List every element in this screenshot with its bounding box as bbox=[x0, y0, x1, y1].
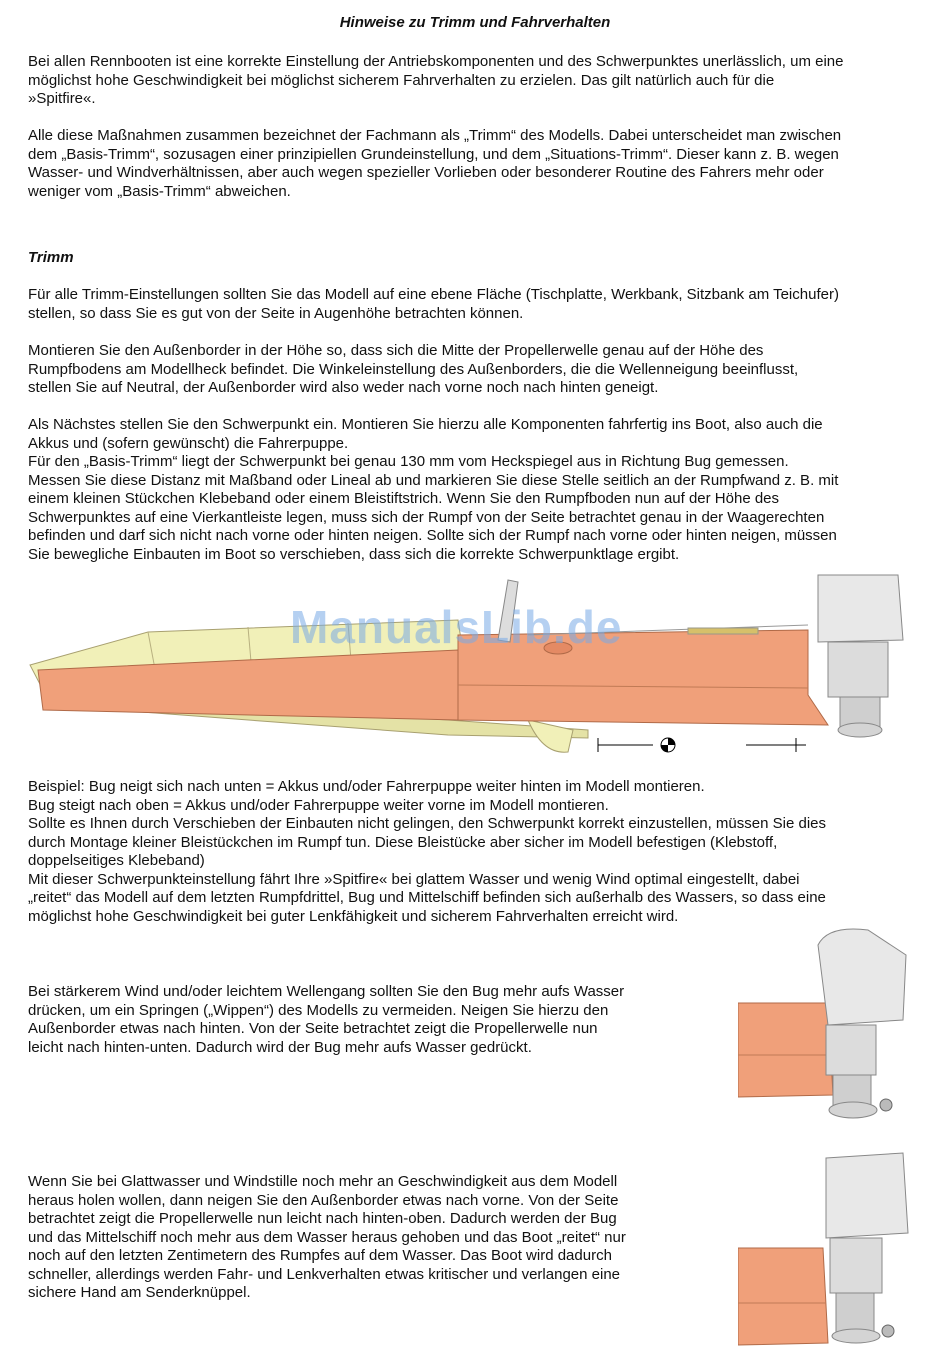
paragraph-5: Bei stärkerem Wind und/oder leichtem Wellengang sollten Sie den Bug mehr aufs Wasser drücken, um ein Springen („Wippen“) des Modells zu vermeiden. Neigen Sie hierzu den Außenborder etwas nach hinten. Von der Seite betrachtet zeigt die Propellerwelle nun leicht nach hinten-unten. Dadurch wird der Bug mehr aufs Wasser gedrückt. bbox=[28, 983, 625, 1056]
paragraph-2: Montieren Sie den Außenborder in der Höhe so, dass sich die Mitte der Propellerwelle genau auf der Höhe des Rumpfbodens am Modellheck befindet. Die Winkeleinstellung des Außenborders, die die Wellenneigung beeinflusst, stellen Sie auf Neutral, der Außenborder wird also weder nach vorne noch nach hinten geneigt. bbox=[28, 342, 799, 396]
paragraph-1: Für alle Trimm-Einstellungen sollten Sie das Modell auf eine ebene Fläche (Tischplatte, Werkbank, Sitzbank am Teichufer) stellen, so dass Sie es gut von der Seite in Augenhöhe betrachten können. bbox=[28, 286, 839, 322]
outboard-tilted-back-illustration bbox=[738, 925, 918, 1130]
section-heading: Trimm bbox=[28, 249, 74, 266]
intro-paragraph: Bei allen Rennbooten ist eine korrekte Einstellung der Antriebskomponenten und des Schwerpunktes unerlässlich, um eine möglichst hohe Geschwindigkeit bei möglichst sicherem Fahrverhalten zu erzielen. Das gilt natürlich auch für die »Spitfire«. bbox=[28, 53, 844, 107]
paragraph-4: Beispiel: Bug neigt sich nach unten = Akkus und/oder Fahrerpuppe weiter hinten im Modell montieren. Bug steigt nach oben = Akkus und/oder Fahrerpuppe weiter vorne im Modell montieren. Sollte es Ihnen durch Verschieben der Einbauten nicht gelingen, den Schwerpunkt korrekt einzustellen, müssen Sie dies durch Montage kleiner Bleistückchen im Rumpf tun. Diese Bleistücke aber sicher im Modell befestigen (Klebstoff, doppelseitiges Klebeband) Mit dieser Schwerpunkteinstellung fährt Ihre »Spitfire« bei glattem Wasser und wenig Wind optimal eingestellt, dabei „reitet“ das Modell auf dem letzten Rumpfdrittel, Bug und Mittelschiff befinden sich außerhalb des Wassers, so dass eine möglichst hohe Geschwindigkeit bei guter Lenkfähigkeit und sicherem Fahrverhalten erreicht wird. bbox=[28, 778, 826, 925]
paragraph-3: Als Nächstes stellen Sie den Schwerpunkt ein. Montieren Sie hierzu alle Komponenten fahrfertig ins Boot, also auch die Akkus und (sofern gewünscht) die Fahrerpuppe. Für den „Basis-Trimm“ liegt der Schwerpunkt bei genau 130 mm vom Heckspiegel aus in Richtung Bug gemessen. Messen Sie diese Distanz mit Maßband oder Lineal ab und markieren Sie diese Stelle seitlich an der Rumpfwand z. B. mit einem kleinen Stückchen Klebeband oder einem Bleistiftstrich. Wenn Sie den Rumpfboden nun auf der Höhe des Schwerpunktes auf eine Vierkantleiste legen, muss sich der Rumpf von der Seite betrachtet genau in der Waagerechten befinden und darf sich nicht nach vorne oder hinten neigen. Sollte sich der Rumpf nach vorne oder hinten neigen, müssen Sie bewegliche Einbauten im Boot so verschieben, dass sich die korrekte Schwerpunktlage ergibt. bbox=[28, 416, 839, 563]
page-title: Hinweise zu Trimm und Fahrverhalten bbox=[339, 14, 611, 31]
outboard-tilted-forward-illustration bbox=[738, 1148, 918, 1353]
watermark: ManualsLib.de bbox=[290, 601, 623, 653]
paragraph-6: Wenn Sie bei Glattwasser und Windstille noch mehr an Geschwindigkeit aus dem Modell heraus holen wollen, dann neigen Sie den Außenborder etwas nach vorne. Von der Seite betrachtet zeigt die Propellerwelle nun leicht nach hinten-oben. Dadurch werden der Bug und das Mittelschiff noch mehr aus dem Wasser heraus gehoben und das Boot „reitet“ nur noch auf den letzten Zentimetern des Rumpfes auf dem Wasser. Das Boot wird dadurch schneller, allerdings werden Fahr- und Lenkverhalten etwas kritischer und verlangen eine sichere Hand am Senderknüppel. bbox=[28, 1173, 626, 1301]
intro-paragraph-2: Alle diese Maßnahmen zusammen bezeichnet der Fachmann als „Trimm“ des Modells. Dabei unterscheidet man zwischen dem „Basis-Trimm“, sozusagen einer prinzipiellen Grundeinstellung, und dem „Situations-Trimm“. Dieser kann z. B. wegen Wasser- und Windverhältnissen, aber auch wegen spezieller Vorlieben oder besonderer Routine des Fahrers mehr oder weniger vom „Basis-Trimm“ abweichen. bbox=[28, 127, 842, 200]
